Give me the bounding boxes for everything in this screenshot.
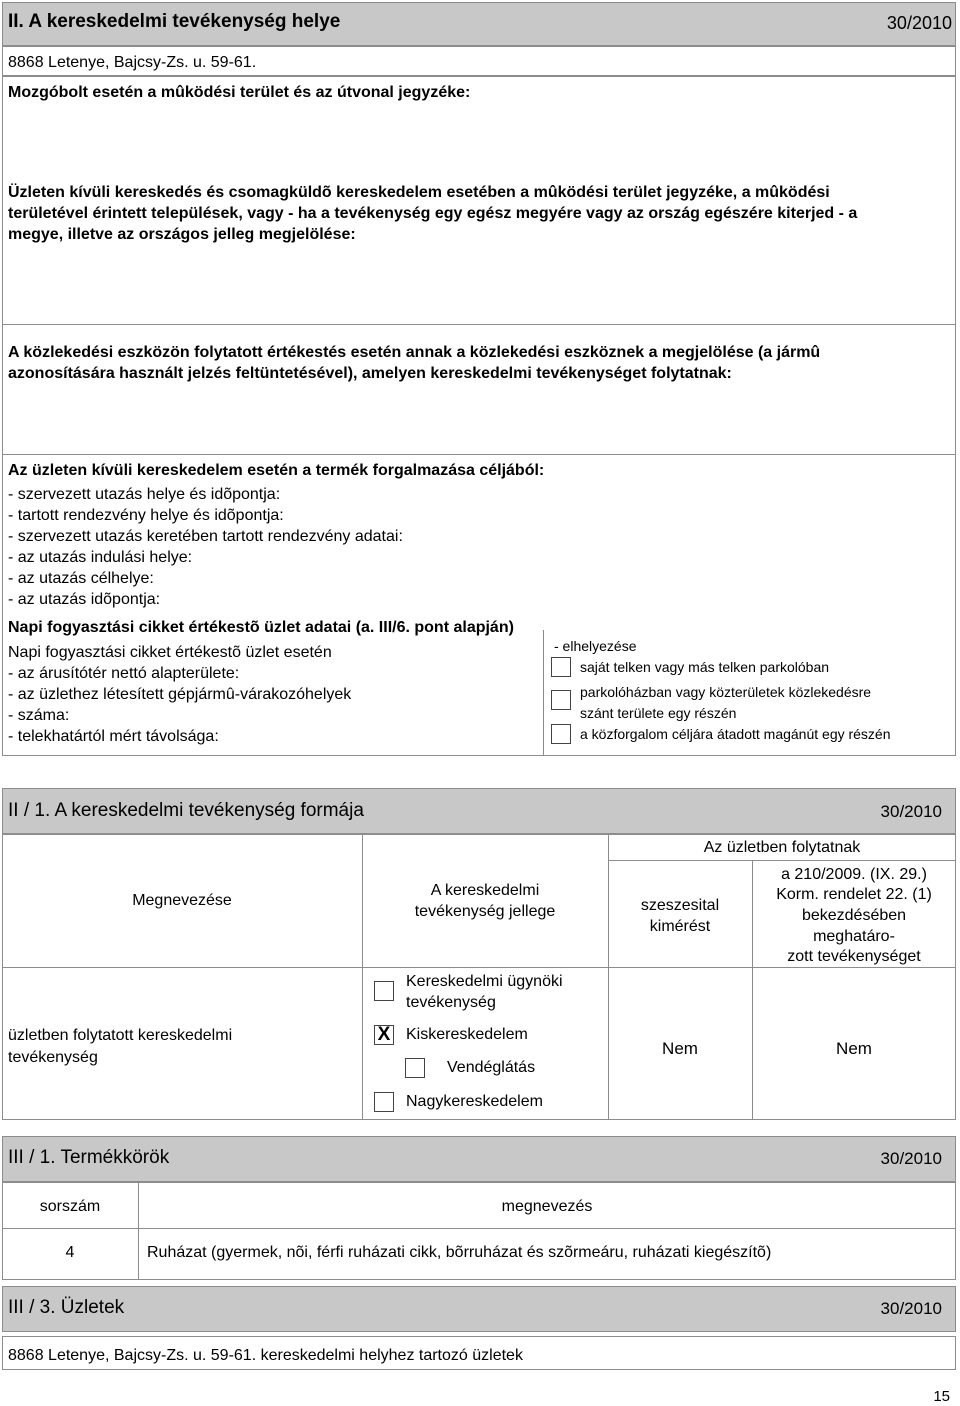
table-row-divider — [608, 860, 956, 861]
retail-checkbox[interactable]: X — [374, 1025, 394, 1045]
section-3-3-header — [2, 1286, 956, 1332]
row-name-line2: tevékenység — [8, 1049, 98, 1066]
column-header-type-line2: tevékenység jellege — [414, 903, 556, 920]
agent-activity-checkbox[interactable] — [374, 981, 394, 1001]
column-header-shop: Az üzletben folytatnak — [703, 839, 861, 856]
table-row-name: Ruházat (gyermek, nõi, férfi ruházati cikk, bõrruházat és szõrmeáru, ruházati kiegészítõ) — [147, 1244, 772, 1261]
section-2-title: II. A kereskedelmi tevékenység helye — [8, 11, 341, 32]
column-header-regulated-line1: a 210/2009. (IX. 29.) — [781, 866, 927, 883]
placement-option-private-road: a közforgalom céljára átadott magánút egy részén — [580, 726, 891, 742]
daily-goods-item: - az üzlethez létesített gépjármû-várakozóhelyek — [8, 686, 352, 703]
divider — [543, 630, 544, 756]
mobile-shop-label: Mozgóbolt esetén a mûködési terület és az útvonal jegyzéke: — [8, 84, 471, 101]
daily-goods-item: - telekhatártól mért távolsága: — [8, 728, 219, 745]
placement-own-lot-checkbox[interactable] — [551, 657, 571, 677]
outside-trade-item: - tartott rendezvény helye és idõpontja: — [8, 507, 284, 524]
outside-trade-label-line3: megye, illetve az országos jelleg megjelölése: — [8, 226, 356, 243]
alcohol-value: Nem — [662, 1039, 698, 1058]
section-2-code: 30/2010 — [886, 13, 952, 33]
catering-label: Vendéglátás — [447, 1059, 536, 1076]
section-2-1-title: II / 1. A kereskedelmi tevékenység formája — [8, 800, 364, 821]
address-value: 8868 Letenye, Bajcsy-Zs. u. 59-61. — [8, 54, 257, 71]
table-row-divider — [2, 967, 956, 968]
row-name-line1: üzletben folytatott kereskedelmi — [8, 1027, 233, 1044]
daily-goods-item: Napi fogyasztási cikket értékestõ üzlet esetén — [8, 644, 332, 661]
product-column-name: megnevezés — [501, 1198, 593, 1215]
column-header-alcohol-line1: szeszesital — [640, 897, 720, 914]
section-3-3-title: III / 3. Üzletek — [8, 1297, 125, 1318]
column-header-regulated-line4: meghatáro- — [813, 928, 895, 945]
wholesale-label: Nagykereskedelem — [406, 1093, 543, 1110]
catering-checkbox[interactable] — [405, 1058, 425, 1078]
product-column-num: sorszám — [39, 1198, 101, 1215]
outside-trade-item: - az utazás idõpontja: — [8, 591, 161, 608]
section-3-1-code: 30/2010 — [880, 1149, 942, 1168]
placement-option-garage-line2: szánt területe egy részén — [580, 705, 737, 721]
divider — [2, 324, 956, 325]
daily-goods-item: - száma: — [8, 707, 70, 724]
outside-trade-item: - az utazás célhelye: — [8, 570, 154, 587]
placement-private-road-checkbox[interactable] — [551, 724, 571, 744]
section-3-1-title: III / 1. Termékkörök — [8, 1147, 170, 1168]
agent-activity-label-line1: Kereskedelmi ügynöki — [406, 973, 563, 990]
column-header-type-line1: A kereskedelmi — [430, 882, 540, 899]
outside-trade-heading: Az üzleten kívüli kereskedelem esetén a termék forgalmazása céljából: — [8, 462, 545, 479]
daily-goods-item: - az árusítótér nettó alapterülete: — [8, 665, 240, 682]
retail-label: Kiskereskedelem — [406, 1026, 528, 1043]
divider — [2, 454, 956, 455]
outside-trade-item: - szervezett utazás keretében tartott rendezvény adatai: — [8, 528, 403, 545]
outside-trade-item: - szervezett utazás helye és idõpontja: — [8, 486, 281, 503]
daily-goods-heading: Napi fogyasztási cikket értékestõ üzlet adatai (a. III/6. pont alapján) — [8, 619, 514, 636]
outside-trade-label-line2: területével érintett települések, vagy - ha a tevékenység egy egész megyére vagy az ország egészére kiterjed - a — [8, 205, 858, 222]
agent-activity-label-line2: tevékenység — [406, 994, 496, 1011]
vehicle-label-line2: azonosítására használt jelzés feltüntetésével), amelyen kereskedelmi tevékenységet folytatnak: — [8, 365, 732, 382]
table-row-num: 4 — [65, 1244, 75, 1261]
table-row-divider — [2, 1228, 956, 1229]
column-header-alcohol-line2: kimérést — [649, 918, 711, 935]
placement-option-garage-line1: parkolóházban vagy közterületek közlekedésre — [580, 684, 872, 700]
column-header-regulated-line5: zott tevékenységet — [787, 948, 921, 965]
section-3-3-code: 30/2010 — [880, 1299, 942, 1318]
wholesale-checkbox[interactable] — [374, 1092, 394, 1112]
section-2-1-code: 30/2010 — [880, 802, 942, 821]
outside-trade-item: - az utazás indulási helye: — [8, 549, 193, 566]
placement-label: - elhelyezése — [554, 638, 637, 654]
regulated-value: Nem — [836, 1039, 872, 1058]
vehicle-label-line1: A közlekedési eszközön folytatott értékestés esetén annak a közlekedési eszköznek a megjelölése (a jármû — [8, 344, 821, 361]
column-header-name: Megnevezése — [132, 892, 232, 909]
placement-option-own-lot: saját telken vagy más telken parkolóban — [580, 659, 830, 675]
table-column-divider — [362, 834, 363, 1120]
shops-value: 8868 Letenye, Bajcsy-Zs. u. 59-61. kereskedelmi helyhez tartozó üzletek — [8, 1347, 523, 1364]
column-header-regulated-line3: bekezdésében — [801, 907, 907, 924]
placement-garage-checkbox[interactable] — [551, 690, 571, 710]
outside-trade-label-line1: Üzleten kívüli kereskedés és csomagküldõ kereskedelem esetében a mûködési terület jegyzéke, a mûködési — [8, 184, 830, 201]
page-number: 15 — [933, 1388, 950, 1405]
table-column-divider — [608, 834, 609, 1120]
column-header-regulated-line2: Korm. rendelet 22. (1) — [776, 886, 932, 903]
